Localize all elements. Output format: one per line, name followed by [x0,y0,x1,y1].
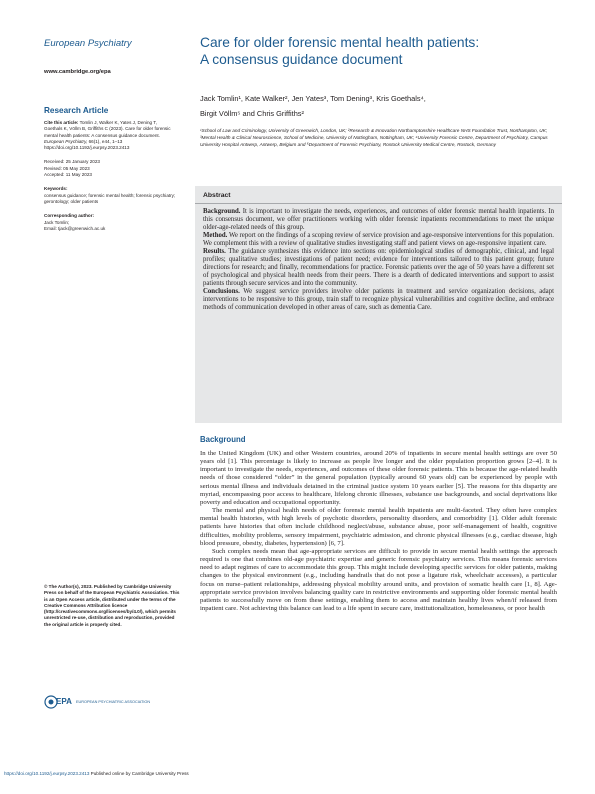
footer-published: Published online by Cambridge University Press [90,771,189,776]
abstract-body [195,204,562,313]
abstract-background [203,208,554,232]
author-list [200,91,560,121]
abstract-results [203,248,554,288]
body-text [200,450,557,613]
background-text: It is important to investigate the needs, experiences, and outcomes of older forensic mental health inpatients. In this consensus document, we offer practitioners working with older forensic inpatients recommendations to meet the unique older-age-related needs of this group. [203,207,554,231]
authors-line-2 [200,106,560,121]
cite-volume: 66(1), e44, 1–13 [88,138,123,144]
abstract-method [203,232,554,248]
abstract-conclusions [203,288,554,312]
abstract-box [195,186,562,423]
cite-journal: European Psychiatry, [44,138,88,144]
corr-email[interactable]: Email: tjack@greenwich.ac.uk [44,225,106,231]
authors-text-2: Birgit Völlm⁵ and Chris Griffiths² [200,109,304,118]
abstract-heading: Abstract [203,192,231,199]
revised-date: Revised: 05 May 2023 [44,165,90,171]
method-label: Method. [203,231,228,239]
received-date: Received: 25 January 2023 [44,159,100,165]
title-line-2: A consensus guidance document [200,52,403,67]
keywords-text: consensus guidance; forensic mental health; forensic psychiatry; gerontology; older patients [44,192,176,204]
corresponding-author [44,213,176,232]
background-label: Background. [203,207,241,215]
conclusions-text: We suggest service providers involve older patients in treatment and service organization decisions, adapt interventions to be responsive to this group, train staff to recognize physical vulnerabilities and cognitive decline, and embrace methods of communication developed in other areas of care, such as dementia Care. [203,288,554,312]
footer-doi-link[interactable]: https://doi.org/10.1192/j.eurpsy.2023.2413 [4,771,90,776]
corr-label: Corresponding author: [44,213,95,219]
affiliations: ¹School of Law and Criminology, University of Greenwich, London, UK; ²Research & Innovation Northamptonshire Healthcare NHS Foundation Trust, Northampton, UK; ³Mental Health & Clinical Neuroscience, School of Medicine, University of Nottingham, Nottingham, UK; ⁴University Forensic Centre, Department of Psychiatry, Campus University Hospital Antwerp, Antwerp, Belgium and ⁵Department of Forensic Psychiatry, Rostock University Medical Centre, Rostock, Germany [200,128,548,148]
logo-text: EUROPEAN PSYCHIATRIC ASSOCIATION [76,700,151,704]
keywords-label: Keywords: [44,186,68,192]
journal-url[interactable]: www.cambridge.org/epa [44,69,111,75]
epa-logo [44,694,180,710]
method-text: We report on the findings of a scoping review of service provision and age-responsive interventions for this population. We complement this with a review of qualitative studies investigating staff and patient views on age-responsive inpatient care. [203,231,554,247]
dates [44,159,176,178]
body-paragraph-1: In the United Kingdom (UK) and other Western countries, around 20% of inpatients in secure mental health settings are over 50 years old [1]. This percentage is likely to increase as people live longer and the older population proportion grows [2–4]. It is important to investigate the needs, experiences, and outcomes of these older forensic patients. This is because the age-related health needs of those considered “older” in the general population (typically around 60 years old) can be experienced by people with serious mental illness and individuals detained in the criminal justice system 10 years earlier [5]. The reasons for this disparity are myriad, encompassing poor access to healthcare, lifelong chronic illnesses, substance use backgrounds, and social deprivations like poverty and education and occupational opportunity. [200,450,557,506]
body-paragraph-3: Such complex needs mean that age-appropriate services are difficult to provide in secure mental health settings the approach required is one that combines old-age psychiatric expertise and generic forensic psychiatry services. This means forensic services need to adapt regimes of care to accommodate this group. This might include developing specific services for older patients, making changes to the physical environment (e.g., including handrails that do not pose a ligature risk, wheelchair accesses), a particular focus on nurse–patient relationships, addressing physical mobility around units, and provision of somatic health care [1, 8]. Age-appropriate service provision involves balancing quality care in restrictive environments and supporting older forensic mental health patients to successfully move on from these settings, enabling them to access and maintain healthy lives when/if released from inpatient care. Not achieving this balance can lead to a life spent in secure care, institutionalization, homelessness, or poor health [200,547,557,612]
section-heading-background: Background [200,435,246,444]
results-text: The guidance synthesizes this evidence into sections on: epidemiological studies of demographic, clinical, and legal profiles; qualitative studies; investigations of patient need; evidence for interventions tailored to this patient group; future directions for research; and finally, recommendations for practice. Forensic patients over the age of 50 years have a different set of psychological and physical health needs from their peers. There is a dearth of dedicated interventions and support to assist patients through secure services and into the community. [203,247,554,288]
keywords [44,186,176,205]
conclusions-label: Conclusions. [203,288,240,296]
authors-text-1: Jack Tomlin¹, Kate Walker², Jen Yates³, Tom Dening³, Kris Goethals⁴, [200,94,426,103]
body-paragraph-2: The mental and physical health needs of older forensic mental health inpatients are multi-faceted. They often have complex mental health histories, with high levels of psychotic disorders, personality disorders, and comorbidity [1]. Older adult forensic patients have histories that often include childhood neglect/abuse, substance abuse, poor self-management of health, cognitive difficulties, mobility problems, sensory impairment, psychiatric admission, and chronic physical illnesses (e.g., cardiac disease, high blood pressure, obesity, diabetes, hypertension) [6, 7]. [200,507,557,547]
article-title [200,34,560,68]
corr-name: Jack Tomlin; [44,219,70,225]
citation [44,120,176,151]
journal-name: European Psychiatry [44,38,132,49]
authors-line-1 [200,91,560,106]
copyright-notice: © The Author(s), 2023. Published by Cambridge University Press on behalf of the European Psychiatric Association. This is an Open Access article, distributed under the terms of the Creative Commons Attribution licence (http://creativecommons.org/licenses/by/4.0/), which permits unrestricted re-use, distribution and reproduction, provided the original article is properly cited. [44,584,180,627]
sidebar [44,38,176,232]
cite-text: Tomlin J, Walker K, Yates J, Dening T, Goethals K, Völlm B, Griffiths C (2023). Care for older forensic mental health patients: A consensus guidance document. [44,120,171,138]
cite-doi-link[interactable]: https://doi.org/10.1192/j.eurpsy.2023.2413 [44,145,130,151]
logo-mark: EPA [56,697,72,706]
title-line-1: Care for older forensic mental health patients: [200,35,480,50]
accepted-date: Accepted: 11 May 2023 [44,172,92,178]
article-type: Research Article [44,106,109,115]
results-label: Results. [203,247,226,255]
page-footer [4,771,189,776]
cite-label: Cite this article: [44,120,79,125]
